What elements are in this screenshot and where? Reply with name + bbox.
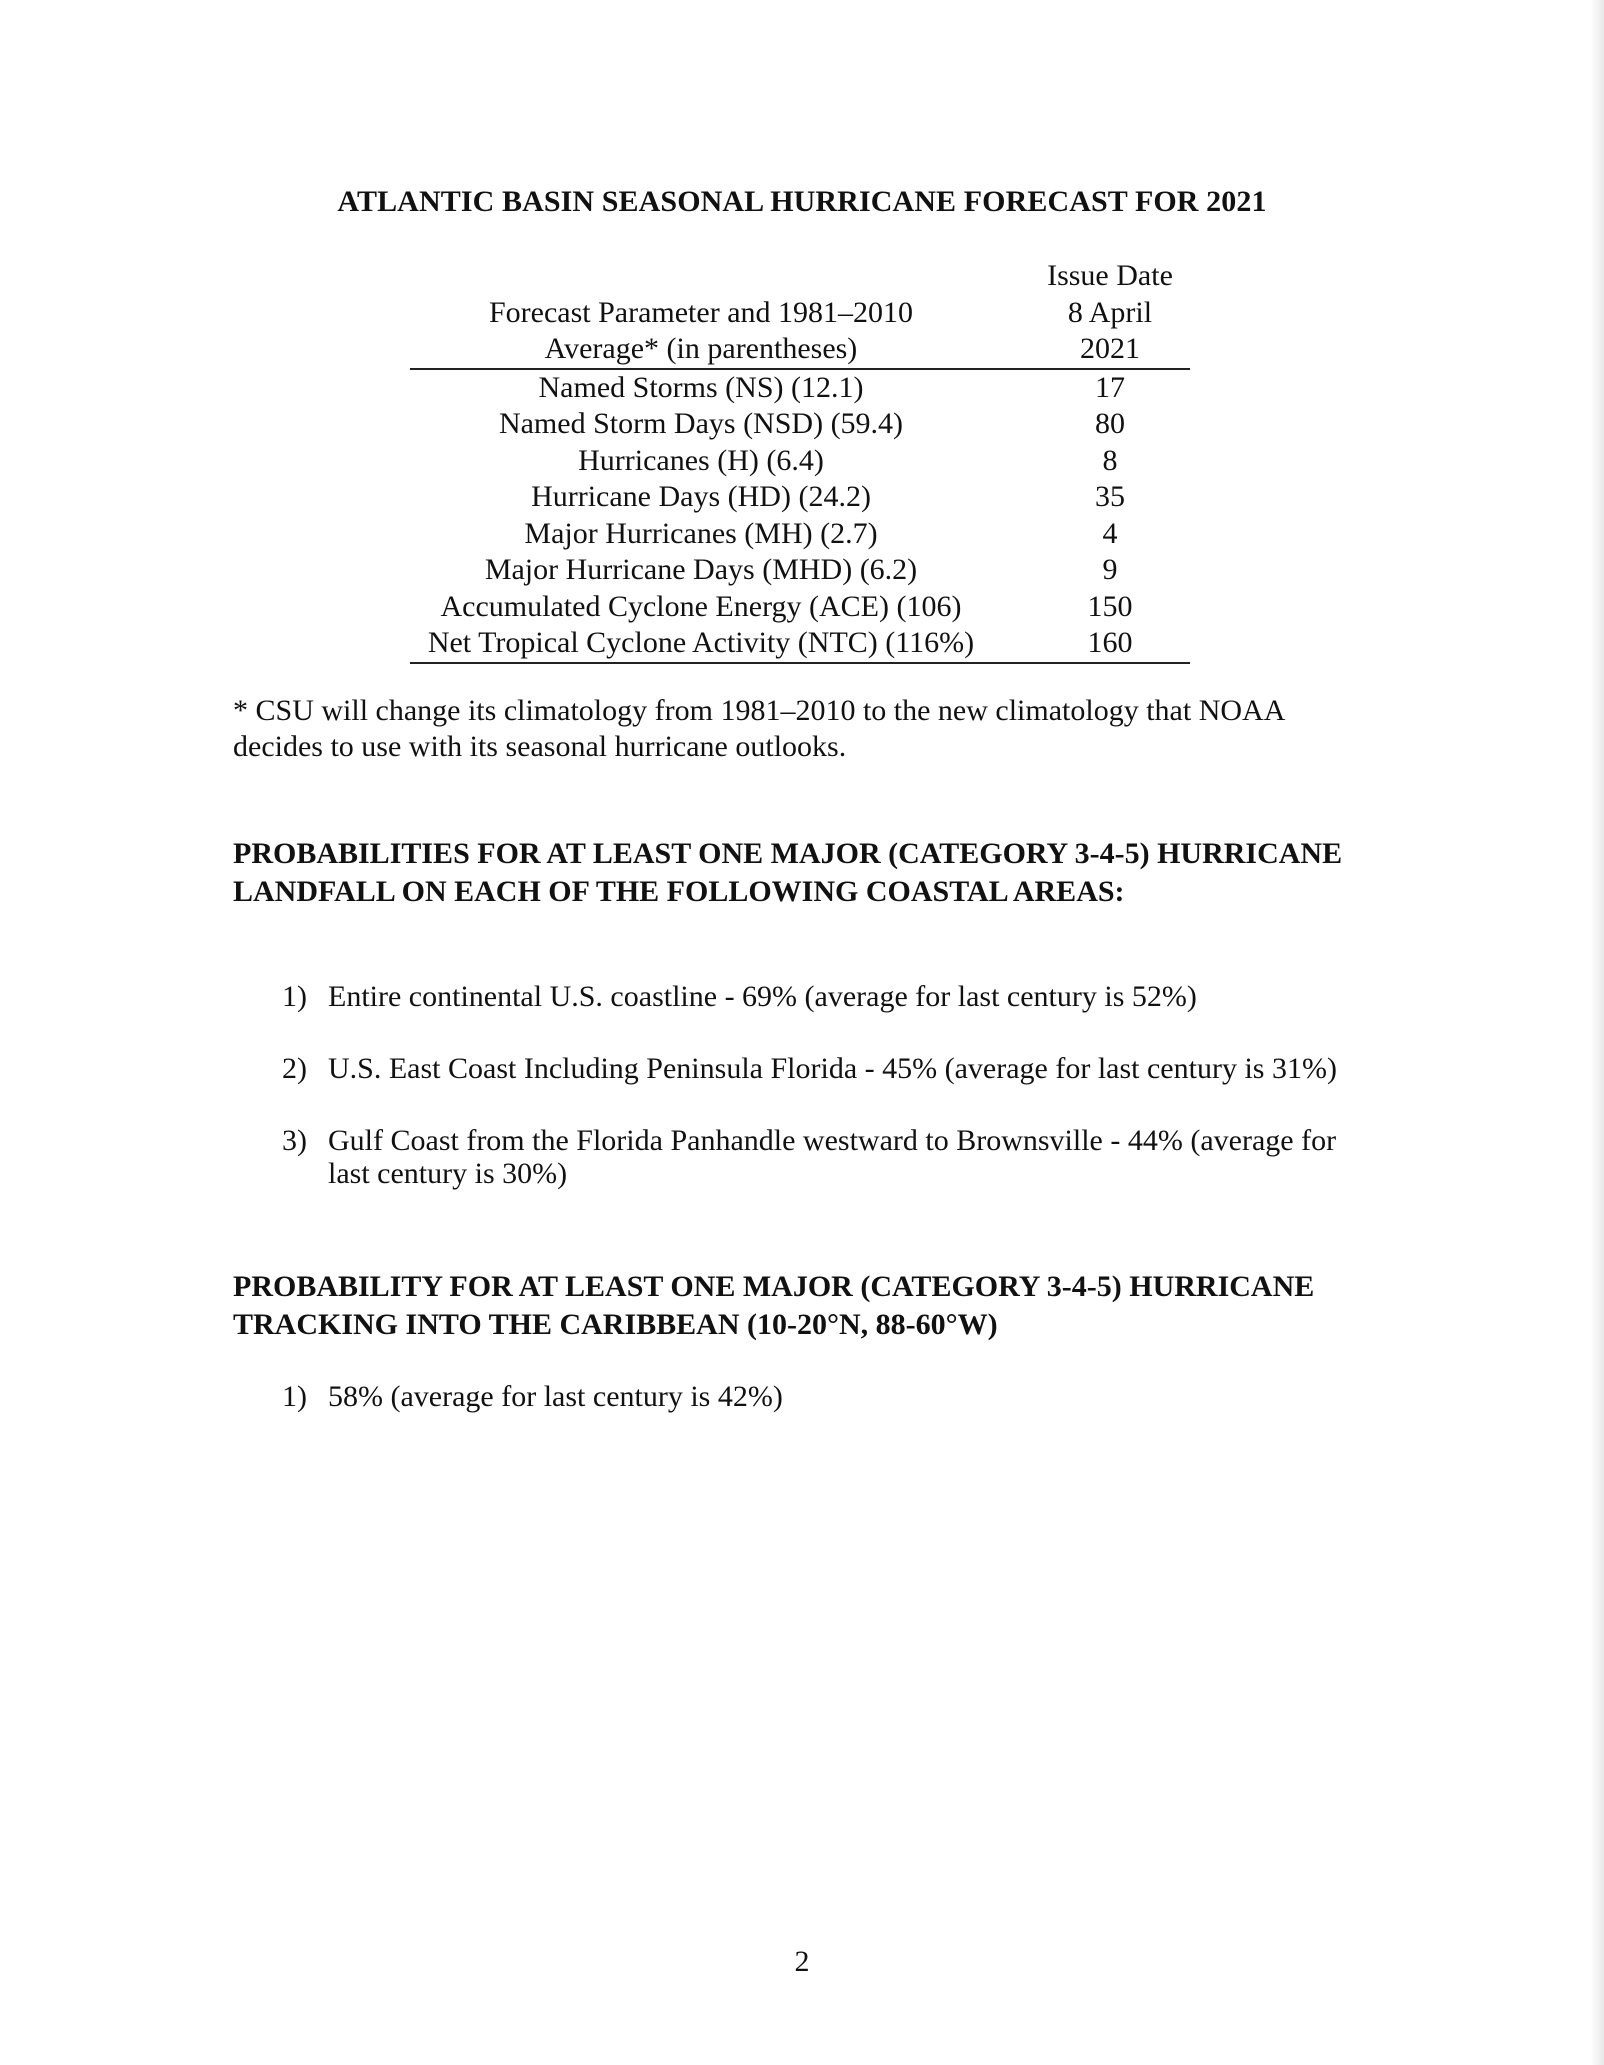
page-number: 2 xyxy=(794,1945,810,1978)
parameter-cell: Accumulated Cyclone Energy (ACE) (106) xyxy=(440,589,962,623)
list-item-number: 1) xyxy=(282,1380,307,1413)
landfall-probabilities-list xyxy=(282,980,1362,1229)
list-item-text: U.S. East Coast Including Peninsula Florida - 45% (average for last century is 31%) xyxy=(328,1052,1337,1085)
table-row xyxy=(410,552,1190,589)
list-item-text: Entire continental U.S. coastline - 69% (average for last century is 52%) xyxy=(328,980,1197,1013)
issue-date-header-line-3: 2021 xyxy=(1080,332,1140,365)
document-title: ATLANTIC BASIN SEASONAL HURRICANE FORECAST FOR 2021 xyxy=(337,185,1267,218)
list-item-text: Gulf Coast from the Florida Panhandle westward to Brownsville - 44% (average for last century is 30%) xyxy=(328,1124,1337,1190)
table-row xyxy=(410,516,1190,553)
parameter-column-header xyxy=(410,258,1030,368)
table-row xyxy=(410,479,1190,516)
list-item-number: 1) xyxy=(282,980,307,1013)
list-item-number: 3) xyxy=(282,1124,307,1157)
table-row xyxy=(410,370,1190,407)
issue-date-header-line-2: 8 April xyxy=(1067,295,1153,329)
page-edge-shadow xyxy=(1590,0,1604,2065)
issue-date-header-line-1: Issue Date xyxy=(1047,259,1173,292)
parameter-cell: Net Tropical Cyclone Activity (NTC) (116%) xyxy=(427,626,975,659)
table-body xyxy=(410,370,1190,664)
value-cell: 80 xyxy=(1095,407,1125,440)
table-row xyxy=(410,443,1190,480)
list-item-text: 58% (average for last century is 42%) xyxy=(328,1380,783,1413)
forecast-table xyxy=(410,258,1190,664)
value-cell: 9 xyxy=(1102,553,1118,586)
list-item-number: 2) xyxy=(282,1052,307,1085)
parameter-cell: Major Hurricane Days (MHD) (6.2) xyxy=(484,553,918,586)
value-cell: 4 xyxy=(1102,516,1118,550)
parameter-header-line-2: Average* (in parentheses) xyxy=(544,332,858,365)
issue-date-column-header xyxy=(1030,258,1190,368)
value-cell: 160 xyxy=(1087,626,1133,659)
parameter-cell: Named Storms (NS) (12.1) xyxy=(538,370,864,404)
value-cell: 8 xyxy=(1102,443,1118,477)
table-header-row xyxy=(410,258,1190,370)
caribbean-probability-list xyxy=(282,1380,1362,1452)
caribbean-probability-heading: PROBABILITY FOR AT LEAST ONE MAJOR (CATEGORY 3-4-5) HURRICANE TRACKING INTO THE CARIBBEAN (10-20°N, 88-60°W) xyxy=(233,1270,1315,1341)
climatology-footnote: * CSU will change its climatology from 1981–2010 to the new climatology that NOAA decides to use with its seasonal hurricane outlooks. xyxy=(233,694,1284,763)
list-item xyxy=(282,1052,1362,1085)
value-cell: 17 xyxy=(1095,370,1125,404)
list-item xyxy=(282,1380,1362,1413)
table-row xyxy=(410,625,1190,662)
landfall-probabilities-heading: PROBABILITIES FOR AT LEAST ONE MAJOR (CATEGORY 3-4-5) HURRICANE LANDFALL ON EACH OF THE FOLLOWING COASTAL AREAS: xyxy=(233,837,1343,908)
table-row xyxy=(410,406,1190,443)
list-item xyxy=(282,1124,1362,1190)
value-cell: 35 xyxy=(1095,480,1125,513)
parameter-cell: Named Storm Days (NSD) (59.4) xyxy=(498,407,904,440)
table-row xyxy=(410,589,1190,626)
parameter-cell: Major Hurricanes (MH) (2.7) xyxy=(524,516,878,550)
parameter-cell: Hurricane Days (HD) (24.2) xyxy=(531,480,871,513)
parameter-header-line-1: Forecast Parameter and 1981–2010 xyxy=(488,295,914,329)
parameter-cell: Hurricanes (H) (6.4) xyxy=(578,443,824,477)
value-cell: 150 xyxy=(1087,589,1133,623)
list-item xyxy=(282,980,1362,1013)
